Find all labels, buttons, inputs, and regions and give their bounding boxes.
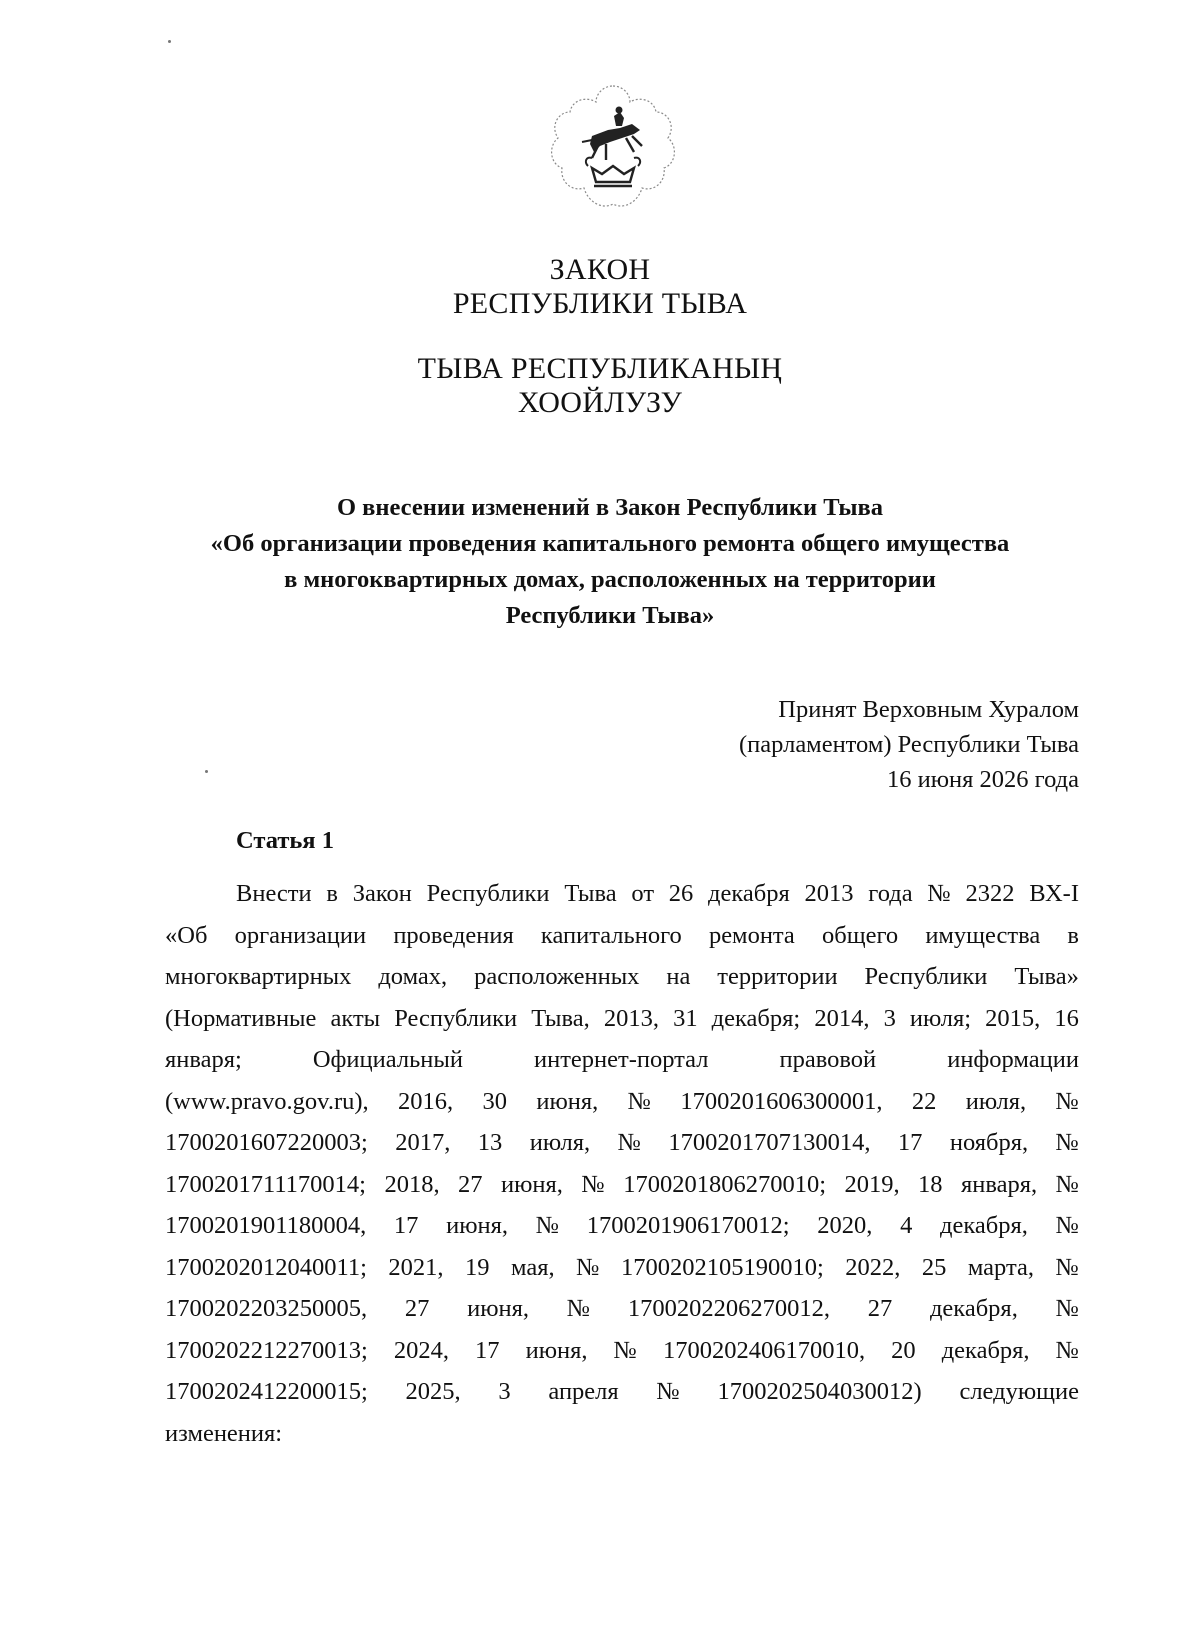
body-word: Официальный [312,1046,463,1073]
body-word: 2014, [814,1004,870,1032]
body-word: № [627,1087,652,1115]
body-word: 1700201901180004, [165,1212,367,1239]
body-word: 1700202012040011; [165,1253,367,1281]
body-word: следующие [959,1378,1079,1405]
body-line [165,1081,1079,1123]
body-word: имущества [925,921,1041,949]
body-word: 27 [458,1170,483,1198]
body-word: 1700201806270010; [623,1170,827,1198]
body-word: 2013, [603,1004,659,1032]
body-word: 2022, [845,1253,901,1281]
body-word: января, [961,1170,1038,1198]
body-word: информации [947,1046,1079,1073]
body-word: 1700202206270012, [627,1295,830,1322]
body-word: 26 [668,880,694,907]
adoption-note [739,692,1079,797]
body-line [165,1371,1079,1413]
body-word: апреля [548,1378,619,1405]
body-word: № [581,1170,605,1198]
body-word: 17 [475,1336,500,1364]
heading-line: РЕСПУБЛИКИ ТЫВА [452,287,748,320]
body-word: 31 [673,1004,698,1032]
body-word: 2024, [393,1336,449,1364]
body-word: от [631,880,655,907]
body-word: (Нормативные [165,1004,317,1032]
body-word: 27 [867,1295,893,1322]
body-line [165,1413,1079,1455]
body-word: марта, [967,1253,1034,1281]
body-line [165,1247,1079,1289]
body-word: 1700202406170010, [662,1336,866,1364]
body-word: правовой [779,1046,877,1073]
body-word: ремонта [708,921,795,949]
body-line [165,1039,1079,1081]
body-word: 2015, [985,1004,1041,1032]
body-word: изменения: [165,1419,283,1447]
adoption-line: (парламентом) Республики Тыва [739,731,1079,758]
body-word: 30 [482,1087,507,1115]
body-word: 2322 [965,880,1015,907]
law-title [150,490,1070,634]
body-word: № [1055,1129,1079,1156]
body-word: проведения [393,921,514,949]
body-line [165,873,1079,915]
body-word: декабря, [929,1295,1018,1322]
heading-line: ТЫВА РЕСПУБЛИКАНЫҢ [417,352,783,385]
body-word: 25 [921,1253,947,1281]
body-word: Тыва [564,880,617,907]
body-word: Закон [352,880,412,907]
body-line [165,915,1079,957]
body-word: 2021, [388,1253,444,1281]
body-line [165,1205,1079,1247]
body-word: № [1055,1336,1079,1364]
body-word: июня, [500,1170,563,1198]
body-word: Внести [236,880,312,907]
body-word: территории [717,963,838,990]
body-word: № [1055,1253,1079,1281]
body-word: Тыва» [1014,963,1079,990]
title-line: «Об организации проведения капитального ремонта общего имущества [210,530,1010,557]
heading-line: ХООЙЛУЗУ [517,386,683,419]
body-word: № [1055,1295,1079,1322]
body-word: 1700202504030012) [717,1378,922,1405]
body-word: 1700201606300001, [680,1087,883,1115]
body-line [165,1330,1079,1372]
body-word: ноября, [949,1129,1029,1156]
body-word: «Об [165,921,208,949]
body-word: 1700202105190010; [620,1253,824,1281]
body-word: июня, [525,1336,588,1364]
body-word: 1700201906170012; [586,1212,790,1239]
body-word: 27 [404,1295,430,1322]
body-word: 1700202412200015; [165,1378,368,1405]
body-word: 4 [900,1212,913,1239]
body-word: в [1067,921,1079,949]
body-line [165,1164,1079,1206]
body-word: № [613,1336,637,1364]
adoption-line: Принят Верховным Хуралом [778,696,1079,723]
body-word: № [566,1295,591,1322]
body-word: 2017, [395,1129,451,1156]
body-word: капитального [540,921,682,949]
body-word: Тыва, [531,1004,590,1032]
body-word: № [1055,1087,1079,1115]
body-word: декабря; [711,1004,801,1032]
body-word: расположенных [474,963,640,990]
body-line [165,998,1079,1040]
body-word: (www.pravo.gov.ru), [165,1087,369,1115]
body-word: № [927,880,951,907]
body-word: 22 [911,1087,937,1115]
body-word: общего [821,921,899,949]
scan-artifact [205,770,208,773]
body-word: года [868,880,913,907]
body-word: декабря, [941,1336,1030,1364]
body-word: июля, [965,1087,1027,1115]
title-line: Республики Тыва» [505,602,715,629]
body-word: Республики [394,1004,518,1032]
body-word: июля; [909,1004,972,1032]
body-word: 1700202212270013; [165,1336,368,1364]
body-word: № [1055,1170,1079,1198]
body-line [165,1288,1079,1330]
body-word: 2013 [804,880,854,907]
title-line: в многоквартирных домах, расположенных на территории [284,566,936,593]
body-word: 3 [498,1378,511,1405]
body-word: акты [330,1004,381,1032]
body-word: № [1055,1212,1079,1239]
body-word: 3 [883,1004,896,1032]
body-word: 2019, [844,1170,900,1198]
body-word: № [535,1212,560,1239]
body-word: июля, [529,1129,591,1156]
body-word: 2020, [817,1212,873,1239]
body-word: 2016, [398,1087,454,1115]
heading-line: ЗАКОН [549,253,651,286]
article-heading: Статья 1 [236,827,334,854]
body-word: многоквартирных [165,963,352,990]
body-word: 13 [477,1129,503,1156]
body-word: июня, [536,1087,599,1115]
body-word: июня, [467,1295,530,1322]
body-word: 1700202203250005, [165,1295,368,1322]
adoption-date: 16 июня 2026 года [887,766,1079,793]
body-word: № [656,1378,680,1405]
body-word: 1700201707130014, [668,1129,871,1156]
body-word: декабря [708,880,790,907]
body-line [165,1122,1079,1164]
body-word: 16 [1054,1004,1079,1032]
article-body [165,873,1079,1454]
body-word: мая, [510,1253,555,1281]
body-word: домах, [378,963,448,990]
body-word: Республики [426,880,550,907]
body-word: Республики [864,963,988,990]
body-word: 20 [891,1336,916,1364]
body-word: 2025, [405,1378,461,1405]
body-word: № [617,1129,641,1156]
body-word: 2018, [384,1170,440,1198]
body-word: 1700201711170014; [165,1170,366,1198]
scan-artifact [168,40,171,43]
body-word: организации [234,921,367,949]
law-heading-tuvan [0,352,1200,420]
body-word: 18 [918,1170,943,1198]
title-line: О внесении изменений в Закон Республики Тыва [336,494,883,521]
body-word: января; [165,1046,242,1073]
body-word: 19 [465,1253,490,1281]
body-word: в [326,880,338,907]
body-word: 1700201607220003; [165,1129,368,1156]
body-word: интернет-портал [533,1046,709,1073]
body-word: июня, [446,1212,509,1239]
body-word: № [576,1253,600,1281]
body-word: на [666,963,691,990]
tuva-coat-of-arms-icon [548,80,678,220]
body-line [165,956,1079,998]
law-heading-russian [0,253,1200,321]
body-word: ВХ-I [1029,880,1079,907]
body-word: декабря, [940,1212,1028,1239]
body-word: 17 [393,1212,419,1239]
body-word: 17 [897,1129,923,1156]
